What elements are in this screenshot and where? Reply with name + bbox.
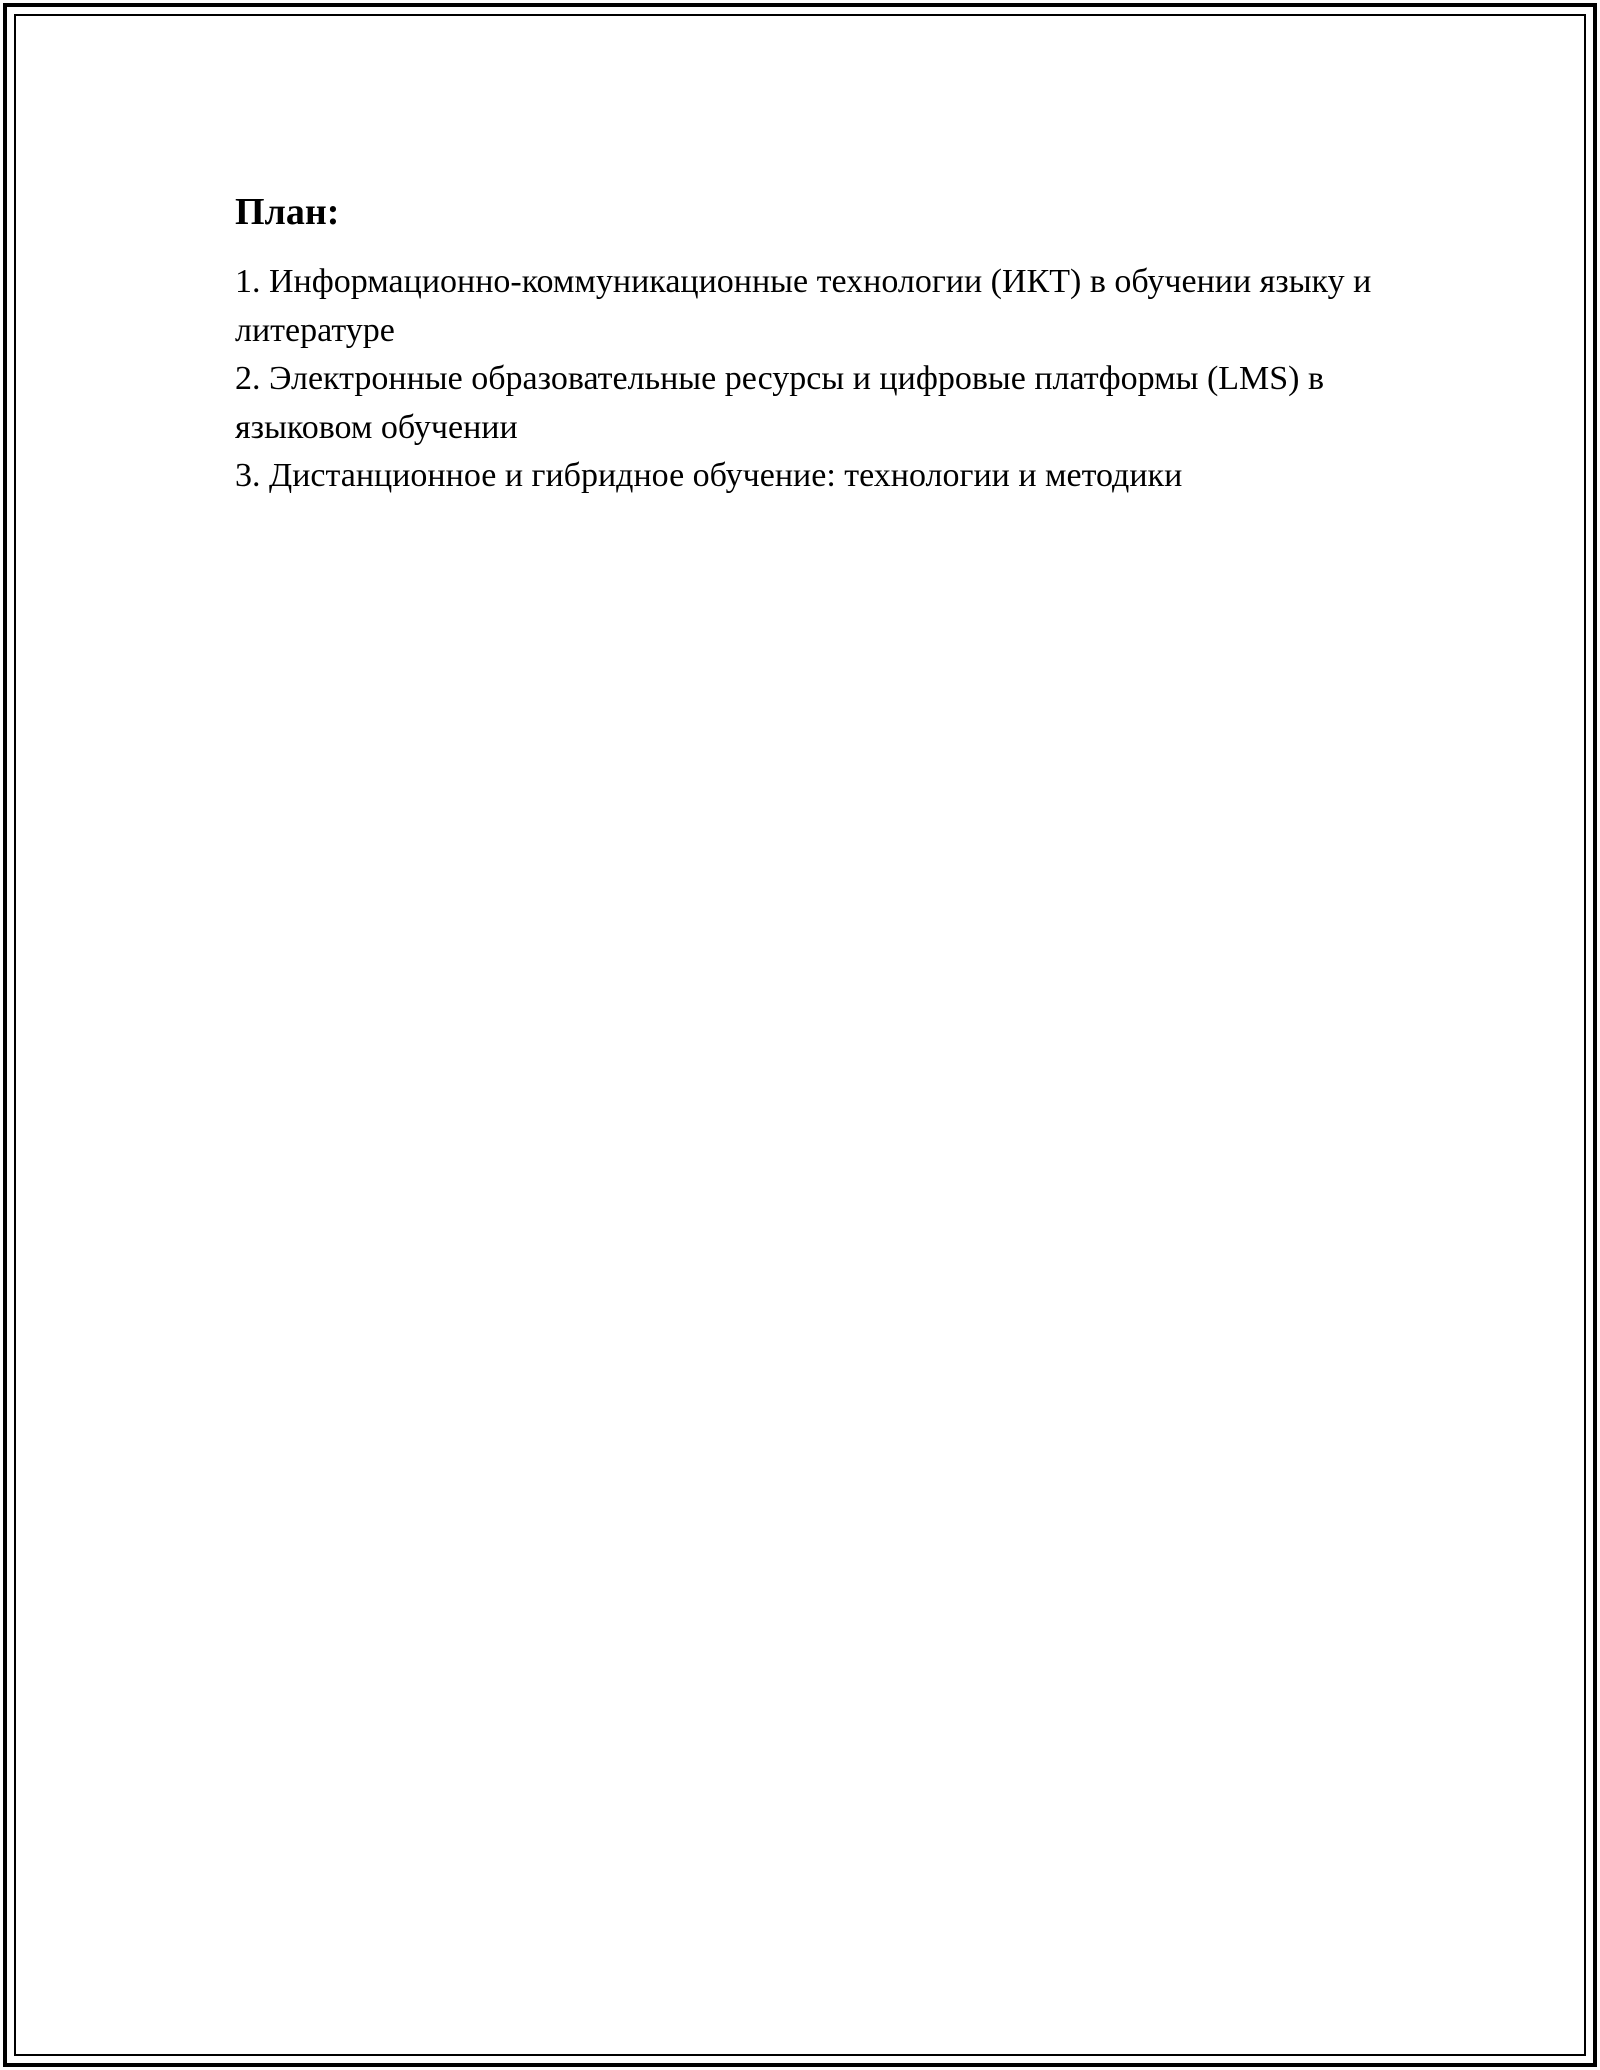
plan-item-1: 1. Информационно-коммуникационные технологии (ИКТ) в обучении языку и литературе xyxy=(235,263,1372,349)
page-content xyxy=(235,186,1375,501)
plan-item-2: 2. Электронные образовательные ресурсы и цифровые платформы (LMS) в языковом обучении xyxy=(235,360,1325,446)
plan-heading: План: xyxy=(235,191,340,233)
plan-item-3: 3. Дистанционное и гибридное обучение: технологии и методики xyxy=(235,457,1183,494)
plan-list xyxy=(235,258,1375,501)
